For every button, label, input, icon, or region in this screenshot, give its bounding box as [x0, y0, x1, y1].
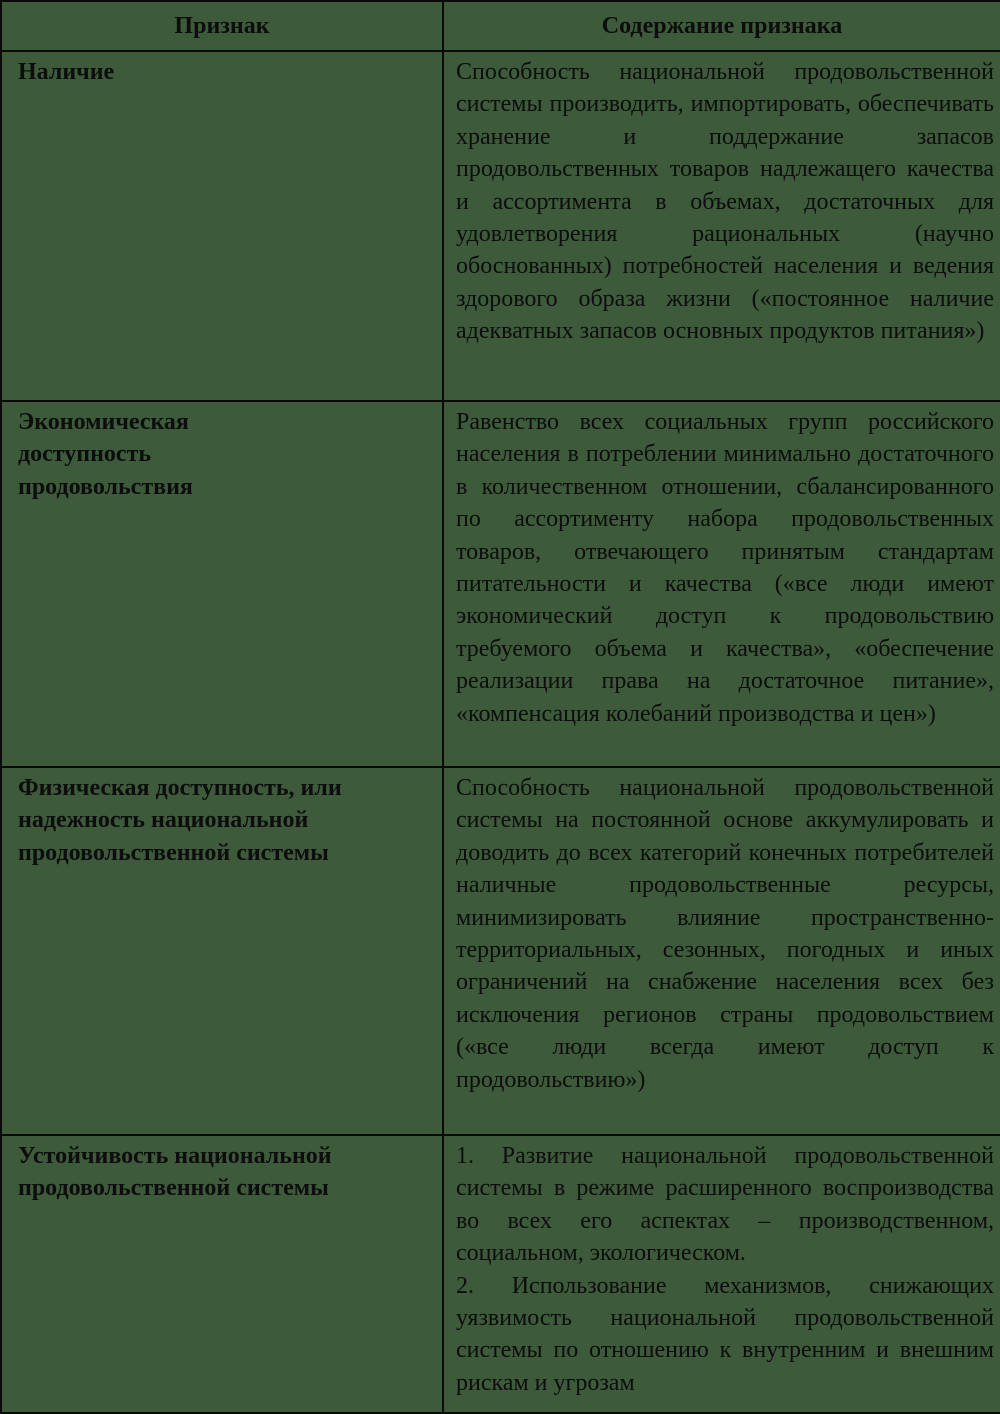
table-row	[1, 51, 1000, 401]
table-row	[1, 401, 1000, 767]
table-row	[1, 1135, 1000, 1413]
content-paragraph-1: 1. Развитие национальной продовольственной системы в режиме расширенного воспроизводства во всех его аспектах – производственном, социальном, экологическом.	[456, 1143, 994, 1267]
feature-cell	[1, 767, 443, 1135]
table-header-row	[1, 1, 1000, 51]
feature-cell	[1, 1135, 443, 1413]
table-row	[1, 767, 1000, 1135]
feature-text: Физическая доступность, или надежность национальной продовольственной системы	[18, 775, 342, 866]
header-feature: Признак	[1, 1, 443, 51]
feature-text: Устойчивость национальной продовольственной системы	[18, 1143, 332, 1202]
feature-cell	[1, 401, 443, 767]
content-cell: Способность национальной продовольственной системы на постоянной основе аккумулировать и доводить до всех категорий конечных потребителей наличные продовольственные ресурсы, минимизировать влияние пространственно-территориальных, сезонных, погодных и иных ограничений на снабжение населения всех без исключения регионов страны продовольствием («все люди всегда имеют доступ к продовольствию»)	[443, 767, 1000, 1135]
content-cell	[443, 1135, 1000, 1413]
content-cell: Равенство всех социальных групп российского населения в потреблении минимально достаточного в количественном отношении, сбалансированного по ассортименту набора продовольственных товаров, отвечающего принятым стандартам питательности и качества («все люди имеют экономический доступ к продовольствию требуемого объема и качества», «обеспечение реализации права на достаточное питание», «компенсация колебаний производства и цен»)	[443, 401, 1000, 767]
content-cell: Способность национальной продовольственной системы производить, импортировать, обеспечивать хранение и поддержание запасов продовольственных товаров надлежащего качества и ассортимента в объемах, достаточных для удовлетворения рациональных (научно обоснованных) потребностей населения и ведения здорового образа жизни («постоянное наличие адекватных запасов основных продуктов питания»)	[443, 51, 1000, 401]
feature-text: Экономическая доступность продовольствия	[18, 409, 193, 500]
feature-cell: Наличие	[1, 51, 443, 401]
content-paragraph-2: 2. Использование механизмов, снижающих уязвимость национальной продовольственной системы по отношению к внутренним и внешним рискам и угрозам	[456, 1272, 994, 1396]
header-content: Содержание признака	[443, 1, 1000, 51]
